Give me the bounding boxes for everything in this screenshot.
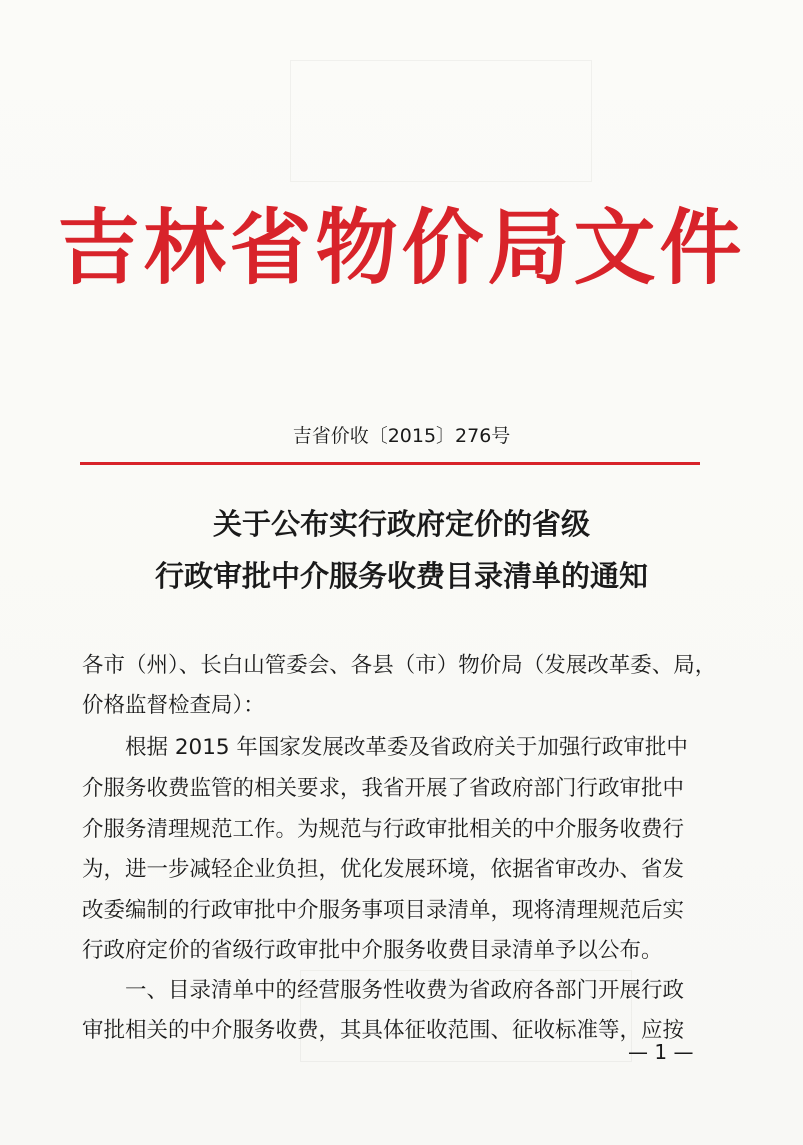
document-number: 吉省价收〔2015〕276号 xyxy=(292,425,511,447)
page-number: — 1 — xyxy=(628,1040,694,1064)
body-line: 审批相关的中介服务收费，其具体征收范围、征收标准等，应按 xyxy=(82,1018,685,1043)
body-line: 价格监督检查局）： xyxy=(82,693,265,718)
body-line: 行政府定价的省级行政审批中介服务收费目录清单予以公布。 xyxy=(82,938,663,963)
body-line: 为，进一步减轻企业负担，优化发展环境，依据省审改办、省发 xyxy=(82,857,685,882)
notice-title xyxy=(0,498,803,602)
body-line: 根据 2015 年国家发展改革委及省政府关于加强行政审批中 xyxy=(82,735,688,760)
notice-title-line: 关于公布实行政府定价的省级 xyxy=(212,507,590,541)
body-line: 改委编制的行政审批中介服务事项目录清单，现将清理规范后实 xyxy=(82,898,685,923)
body-line: 各市（州）、长白山管委会、各县（市）物价局（发展改革委、局， xyxy=(82,653,717,678)
body-line: 介服务清理规范工作。为规范与行政审批相关的中介服务收费行 xyxy=(82,817,685,842)
body-line: 一、目录清单中的经营服务性收费为省政府各部门开展行政 xyxy=(82,978,685,1003)
bleed-through-table xyxy=(290,60,592,182)
document-header-title: 吉林省物价局文件 xyxy=(57,200,746,296)
body-line: 介服务收费监管的相关要求，我省开展了省政府部门行政审批中 xyxy=(82,776,685,801)
red-divider-line xyxy=(80,462,700,465)
notice-title-line: 行政审批中介服务收费目录清单的通知 xyxy=(154,559,648,593)
